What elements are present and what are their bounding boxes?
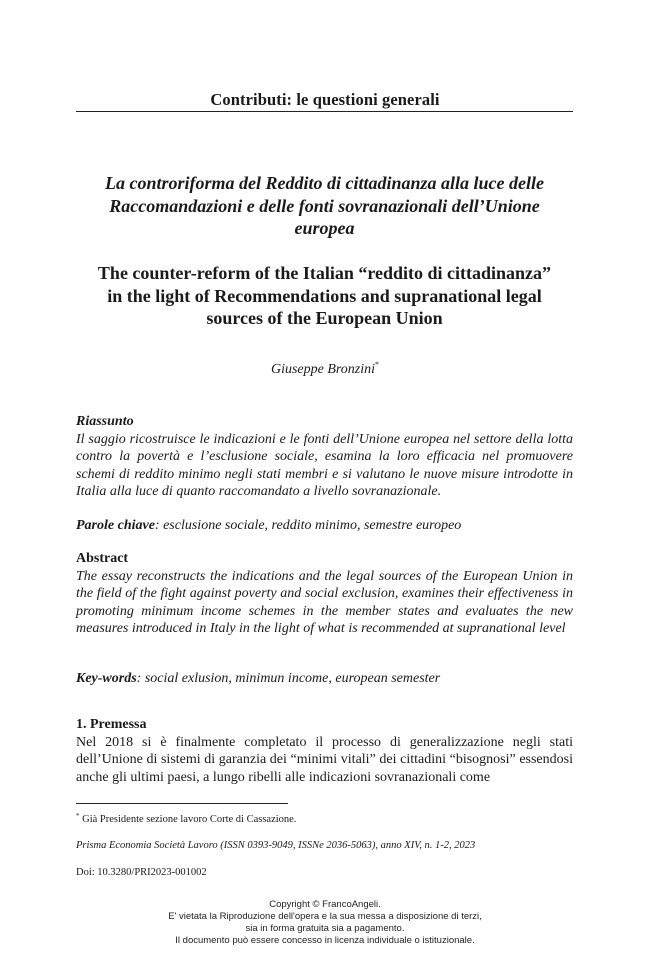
parole-chiave-text: : esclusione sociale, reddito minimo, semestre europeo bbox=[154, 518, 462, 533]
author-footnote-mark[interactable]: * bbox=[375, 360, 380, 369]
abstract-text: The essay reconstructs the indications and the legal sources of the European Union in the field of the fight against poverty and social exclusion, examines their effectiveness in promoting minimum income schemes in the member states and evaluates the new measures introduced in Italy in the light of what is recommended at supranational level bbox=[76, 568, 573, 637]
title-english-line: sources of the European Union bbox=[206, 308, 443, 328]
doi[interactable]: Doi: 10.3280/PRI2023-001002 bbox=[76, 867, 207, 878]
title-italian-line: europea bbox=[294, 218, 355, 238]
footnote-rule bbox=[76, 803, 288, 804]
header-rule bbox=[76, 111, 573, 112]
riassunto-section bbox=[76, 413, 573, 501]
title-italian-line: La controriforma del Reddito di cittadinanza alla luce delle bbox=[105, 173, 544, 193]
footnote bbox=[76, 812, 573, 825]
key-words-label: Key-words bbox=[76, 671, 137, 686]
parole-chiave-label: Parole chiave bbox=[76, 518, 155, 533]
section-body-text: Nel 2018 si è finalmente completato il processo di generalizzazione negli stati dell’Unione di sistemi di garanzia dei “minimi vitali” dei cittadini “bisognosi” essendosi anche gli ultimi paesi, a lungo ribelli alle indicazioni sovranazionali come bbox=[76, 734, 573, 785]
riassunto-text: Il saggio ricostruisce le indicazioni e le fonti dell’Unione europea nel settore della lotta contro la povertà e l’esclusione sociale, esamina la loro efficacia nel promuovere schemi di reddito minimo negli stati membri e si valutano le nuove misure introdotte in Italia alla luce di quanto raccomandato a livello sovranazionale. bbox=[76, 431, 573, 500]
abstract-section bbox=[76, 550, 573, 638]
title-english bbox=[76, 262, 573, 330]
author bbox=[0, 360, 650, 378]
abstract-heading: Abstract bbox=[76, 551, 129, 566]
title-english-line: The counter-reform of the Italian “reddito di cittadinanza” bbox=[97, 263, 552, 283]
key-words bbox=[76, 670, 573, 688]
journal-reference: Prisma Economia Società Lavoro (ISSN 0393-9049, ISSNe 2036-5063), anno XIV, n. 1-2, 2023 bbox=[76, 840, 476, 851]
title-english-line: in the light of Recommendations and supranational legal bbox=[107, 285, 542, 306]
author-name: Giuseppe Bronzini bbox=[270, 362, 376, 377]
title-italian-line: Raccomandazioni e delle fonti sovranazionali dell’Unione bbox=[109, 195, 540, 216]
copyright-notice bbox=[0, 899, 650, 947]
title-italian bbox=[76, 172, 573, 240]
section-header: Contributi: le questioni generali bbox=[210, 90, 440, 109]
footnote-text: Già Presidente sezione lavoro Corte di Cassazione. bbox=[79, 814, 297, 825]
footnote-mark: * bbox=[76, 812, 80, 820]
key-words-text: : social exlusion, minimun income, european semester bbox=[136, 671, 441, 686]
copyright-line: Il documento può essere concesso in licenza individuale o istituzionale. bbox=[175, 935, 475, 946]
section-premessa bbox=[76, 716, 573, 786]
section-heading: 1. Premessa bbox=[76, 717, 147, 732]
copyright-line: Copyright © FrancoAngeli. bbox=[269, 899, 381, 910]
parole-chiave bbox=[76, 517, 573, 535]
copyright-line: sia in forma gratuita sia a pagamento. bbox=[245, 923, 405, 934]
copyright-line: E' vietata la Riproduzione dell'opera e la sua messa a disposizione di terzi, bbox=[168, 911, 482, 922]
riassunto-heading: Riassunto bbox=[76, 414, 134, 429]
